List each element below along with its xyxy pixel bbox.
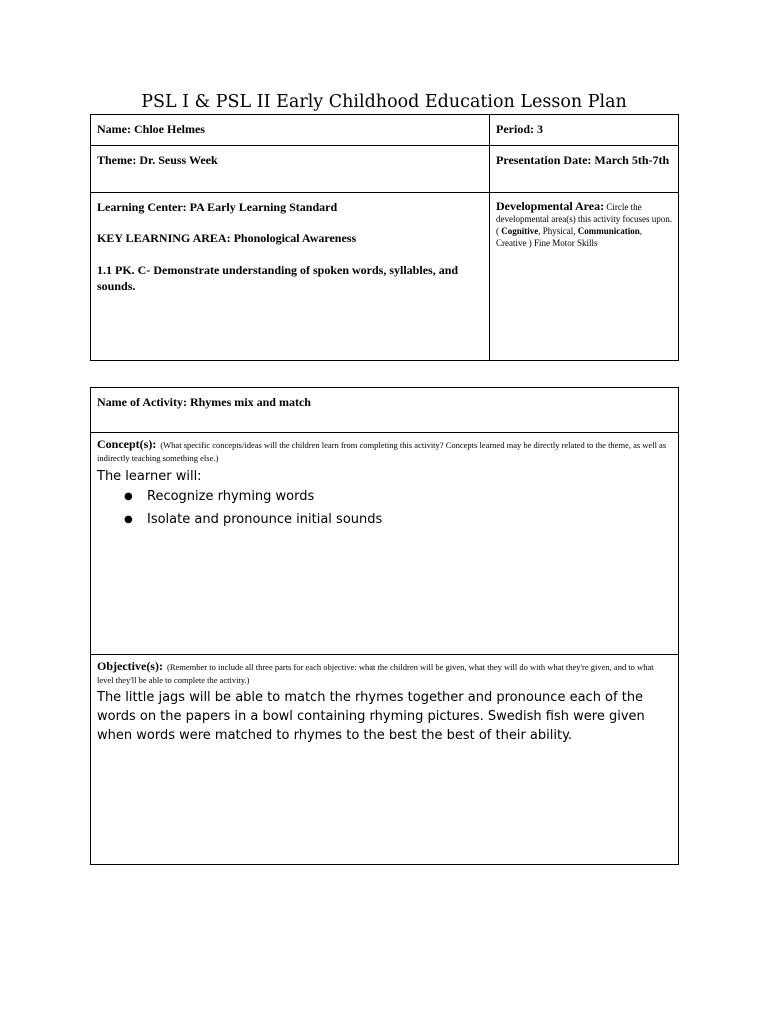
dev-area-communication: Communication [577,226,640,236]
presentation-date: Presentation Date: March 5th-7th [496,153,670,167]
bullet-item: ● Isolate and pronounce initial sounds [97,508,672,531]
presentation-date-cell [490,146,679,193]
dev-area-mid: , Physical, [538,226,578,236]
header-table [90,114,679,361]
dev-area-cognitive: Cognitive [501,226,539,236]
concepts-cell [91,433,679,655]
developmental-area [496,200,672,249]
dev-area-instruction: Circle the developmental area(s) this activity focuses upon. [496,202,672,224]
developmental-area-cell [490,193,679,361]
dev-area-end: , Creative ) Fine Motor Skills [496,226,643,248]
objectives-label: Objective(s): [97,659,163,673]
key-learning-area: KEY LEARNING AREA: Phonological Awareness [97,231,357,245]
standard: 1.1 PK. C- Demonstrate understanding of spoken words, syllables, and sounds. [97,263,459,293]
period-cell [490,115,679,146]
learning-center: Learning Center: PA Early Learning Standard [97,200,338,214]
name-cell [91,115,490,146]
concepts-prompt: (What specific concepts/ideas will the children learn from completing this activity? Concepts learned may be directly related to the theme, as well as indirectly teaching something else.) [97,440,667,463]
dev-area-open: ( [496,226,502,236]
document-title: PSL I & PSL II Early Childhood Education Lesson Plan [141,92,627,112]
objectives-text: The little jags will be able to match the rhymes together and pronounce each of the words on the papers in a bowl containing rhyming pictures. Swedish fish were given when words were matched to rhymes to the best the best of their ability. [97,690,645,743]
dev-area-label: Developmental Area: [496,199,605,213]
learning-center-cell [91,193,490,361]
activity-name: Name of Activity: Rhymes mix and match [97,395,311,409]
activity-table [90,387,679,865]
objectives-prompt: (Remember to include all three parts for each objective: what the children will be given, what they will do with what they're given, and to what level they'll be able to complete the activity.) [97,662,654,685]
student-name: Name: Chloe Helmes [97,122,205,136]
theme-cell [91,146,490,193]
concepts-label: Concept(s): [97,437,157,451]
period: Period: 3 [496,122,543,136]
objectives-cell [91,655,679,865]
theme: Theme: Dr. Seuss Week [97,153,218,167]
bullet-item: ● Recognize rhyming words [97,485,672,508]
activity-name-cell [91,388,679,433]
learner-will: The learner will: [97,469,202,484]
